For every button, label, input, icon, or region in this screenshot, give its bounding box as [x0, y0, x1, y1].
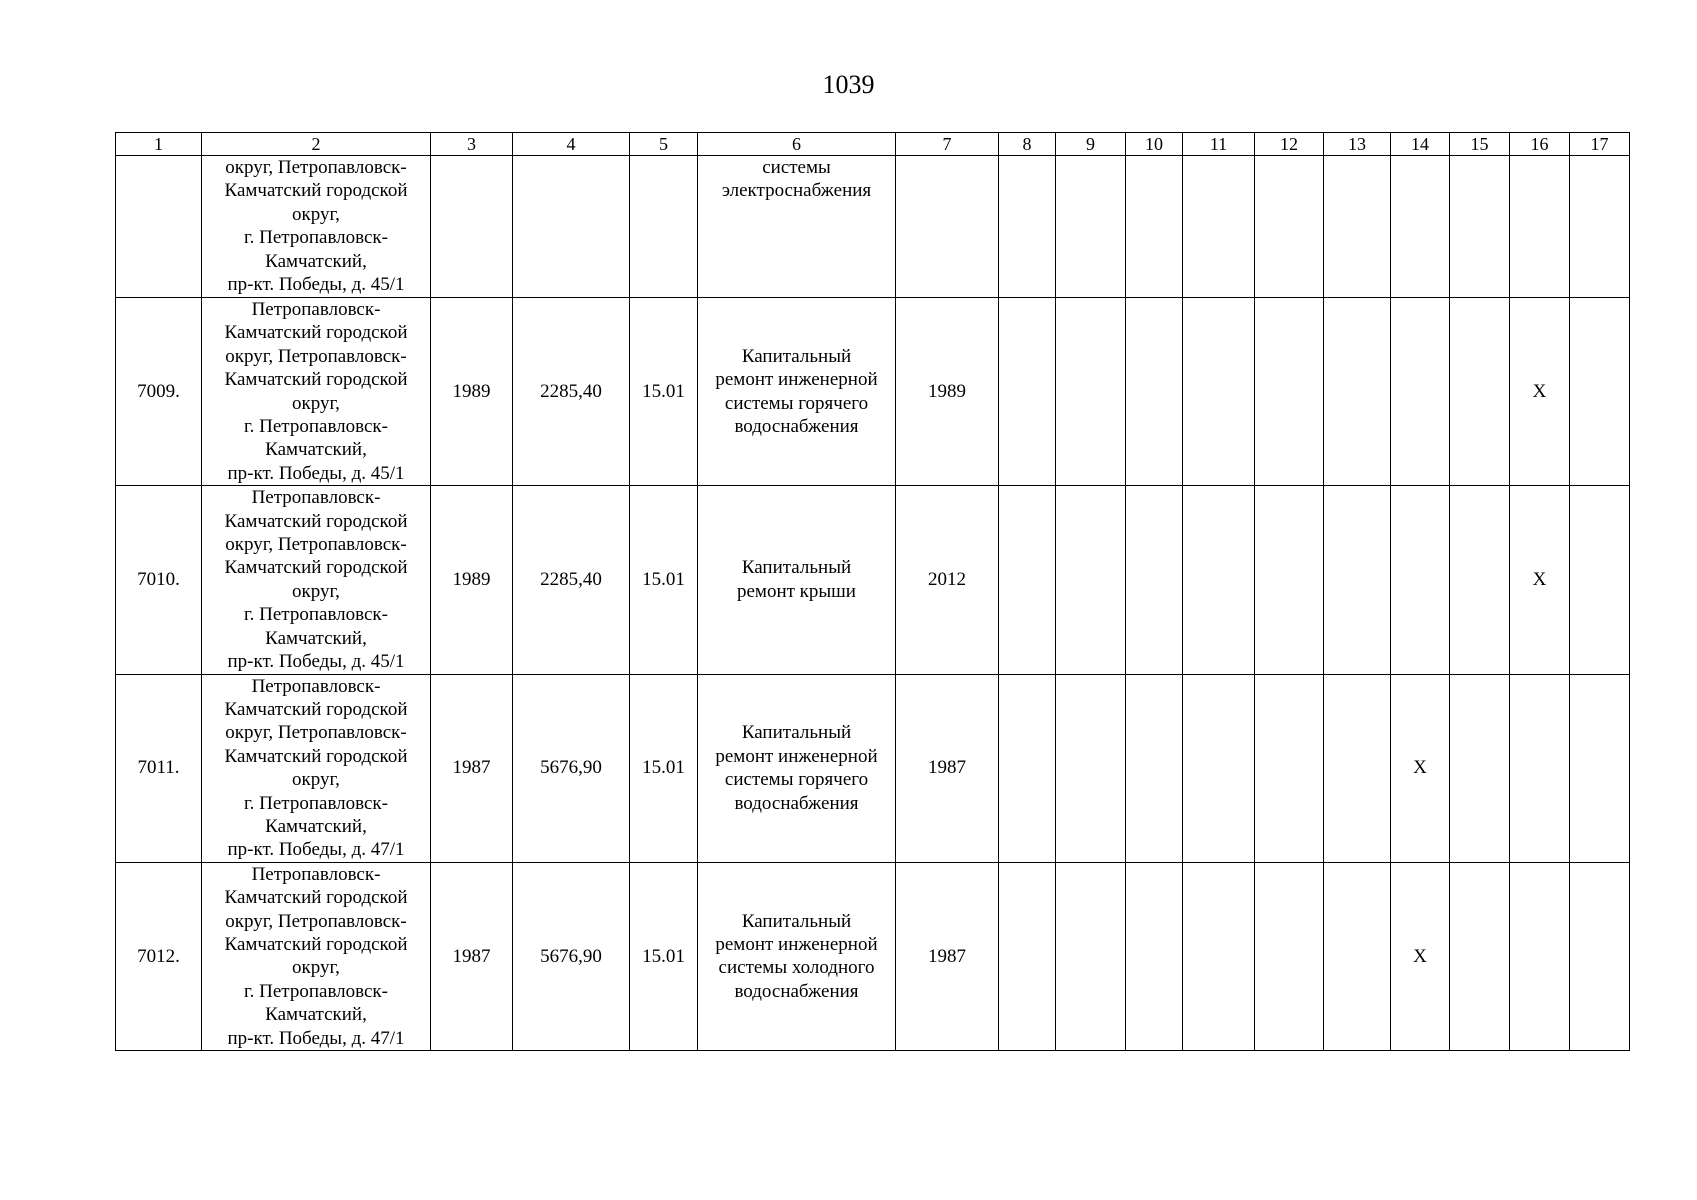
- column-header: 1: [116, 133, 202, 156]
- mark-cell-16: [1510, 674, 1570, 862]
- empty-cell: [1570, 486, 1630, 674]
- column-header: 2: [202, 133, 431, 156]
- row-number-cell: 7011.: [116, 674, 202, 862]
- column-header: 12: [1255, 133, 1324, 156]
- work-type-cell: Капитальный ремонт инженерной системы холодного водоснабжения: [698, 862, 896, 1050]
- code-cell: 15.01: [630, 486, 698, 674]
- row-number-cell: 7009.: [116, 298, 202, 486]
- code-cell: 15.01: [630, 862, 698, 1050]
- empty-cell: [1183, 674, 1255, 862]
- empty-cell: [1183, 156, 1255, 298]
- work-year-cell: 1989: [896, 298, 999, 486]
- registry-table: [115, 132, 1630, 1051]
- table-row: [116, 486, 1630, 674]
- area-cell: 5676,90: [513, 674, 630, 862]
- table-row: [116, 862, 1630, 1050]
- address-cell: Петропавловск- Камчатский городской округ, Петропавловск- Камчатский городской округ, г. Петропавловск- Камчатский, пр-кт. Победы, д. 47/1: [202, 862, 431, 1050]
- column-header: 10: [1126, 133, 1183, 156]
- mark-cell-16: [1510, 156, 1570, 298]
- table-row: [116, 298, 1630, 486]
- column-header: 3: [431, 133, 513, 156]
- empty-cell: [1183, 486, 1255, 674]
- column-header: 14: [1391, 133, 1450, 156]
- empty-cell: [1056, 156, 1126, 298]
- empty-cell: [999, 862, 1056, 1050]
- empty-cell: [1570, 674, 1630, 862]
- empty-cell: [1126, 862, 1183, 1050]
- empty-cell: [1056, 674, 1126, 862]
- address-cell: Петропавловск- Камчатский городской округ, Петропавловск- Камчатский городской округ, г. Петропавловск- Камчатский, пр-кт. Победы, д. 47/1: [202, 674, 431, 862]
- column-header: 8: [999, 133, 1056, 156]
- empty-cell: [1056, 862, 1126, 1050]
- work-year-cell: 1987: [896, 674, 999, 862]
- mark-cell-16: [1510, 862, 1570, 1050]
- work-type-cell: Капитальный ремонт инженерной системы горячего водоснабжения: [698, 674, 896, 862]
- column-header: 5: [630, 133, 698, 156]
- empty-cell: [1183, 298, 1255, 486]
- column-header: 4: [513, 133, 630, 156]
- mark-cell-14: X: [1391, 862, 1450, 1050]
- work-year-cell: 1987: [896, 862, 999, 1050]
- mark-cell-14: [1391, 298, 1450, 486]
- empty-cell: [999, 156, 1056, 298]
- empty-cell: [1183, 862, 1255, 1050]
- empty-cell: [1056, 486, 1126, 674]
- column-header: 7: [896, 133, 999, 156]
- work-year-cell: [896, 156, 999, 298]
- code-cell: [630, 156, 698, 298]
- code-cell: 15.01: [630, 674, 698, 862]
- empty-cell: [1324, 156, 1391, 298]
- empty-cell: [1450, 298, 1510, 486]
- empty-cell: [1450, 862, 1510, 1050]
- empty-cell: [1324, 486, 1391, 674]
- year-cell: 1989: [431, 486, 513, 674]
- empty-cell: [1324, 298, 1391, 486]
- empty-cell: [999, 674, 1056, 862]
- address-cell: Петропавловск- Камчатский городской округ, Петропавловск- Камчатский городской округ, г. Петропавловск- Камчатский, пр-кт. Победы, д. 45/1: [202, 298, 431, 486]
- address-cell: округ, Петропавловск- Камчатский городской округ, г. Петропавловск- Камчатский, пр-кт. Победы, д. 45/1: [202, 156, 431, 298]
- column-header: 13: [1324, 133, 1391, 156]
- empty-cell: [1570, 298, 1630, 486]
- mark-cell-14: X: [1391, 674, 1450, 862]
- column-header: 17: [1570, 133, 1630, 156]
- empty-cell: [1126, 674, 1183, 862]
- page-number: 1039: [822, 70, 875, 99]
- empty-cell: [1255, 862, 1324, 1050]
- column-header: 6: [698, 133, 896, 156]
- empty-cell: [999, 486, 1056, 674]
- empty-cell: [1126, 486, 1183, 674]
- year-cell: 1987: [431, 674, 513, 862]
- empty-cell: [1324, 862, 1391, 1050]
- mark-cell-16: X: [1510, 486, 1570, 674]
- empty-cell: [1056, 298, 1126, 486]
- empty-cell: [1570, 156, 1630, 298]
- work-year-cell: 2012: [896, 486, 999, 674]
- empty-cell: [1255, 674, 1324, 862]
- empty-cell: [1324, 674, 1391, 862]
- empty-cell: [1450, 674, 1510, 862]
- year-cell: 1987: [431, 862, 513, 1050]
- year-cell: 1989: [431, 298, 513, 486]
- empty-cell: [1450, 156, 1510, 298]
- area-cell: 2285,40: [513, 298, 630, 486]
- row-number-cell: 7012.: [116, 862, 202, 1050]
- empty-cell: [999, 298, 1056, 486]
- empty-cell: [1450, 486, 1510, 674]
- mark-cell-14: [1391, 156, 1450, 298]
- row-number-cell: [116, 156, 202, 298]
- mark-cell-16: X: [1510, 298, 1570, 486]
- year-cell: [431, 156, 513, 298]
- empty-cell: [1255, 156, 1324, 298]
- table-row: [116, 674, 1630, 862]
- empty-cell: [1255, 298, 1324, 486]
- area-cell: [513, 156, 630, 298]
- continuation-row: [116, 156, 1630, 298]
- column-header: 16: [1510, 133, 1570, 156]
- empty-cell: [1126, 156, 1183, 298]
- mark-cell-14: [1391, 486, 1450, 674]
- work-type-cell: Капитальный ремонт крыши: [698, 486, 896, 674]
- column-header: 9: [1056, 133, 1126, 156]
- empty-cell: [1126, 298, 1183, 486]
- empty-cell: [1255, 486, 1324, 674]
- address-cell: Петропавловск- Камчатский городской округ, Петропавловск- Камчатский городской округ, г. Петропавловск- Камчатский, пр-кт. Победы, д. 45/1: [202, 486, 431, 674]
- work-type-cell: Капитальный ремонт инженерной системы горячего водоснабжения: [698, 298, 896, 486]
- area-cell: 5676,90: [513, 862, 630, 1050]
- column-header: 15: [1450, 133, 1510, 156]
- column-header: 11: [1183, 133, 1255, 156]
- work-type-cell: системы электроснабжения: [698, 156, 896, 298]
- row-number-cell: 7010.: [116, 486, 202, 674]
- area-cell: 2285,40: [513, 486, 630, 674]
- empty-cell: [1570, 862, 1630, 1050]
- header-row: [116, 133, 1630, 156]
- code-cell: 15.01: [630, 298, 698, 486]
